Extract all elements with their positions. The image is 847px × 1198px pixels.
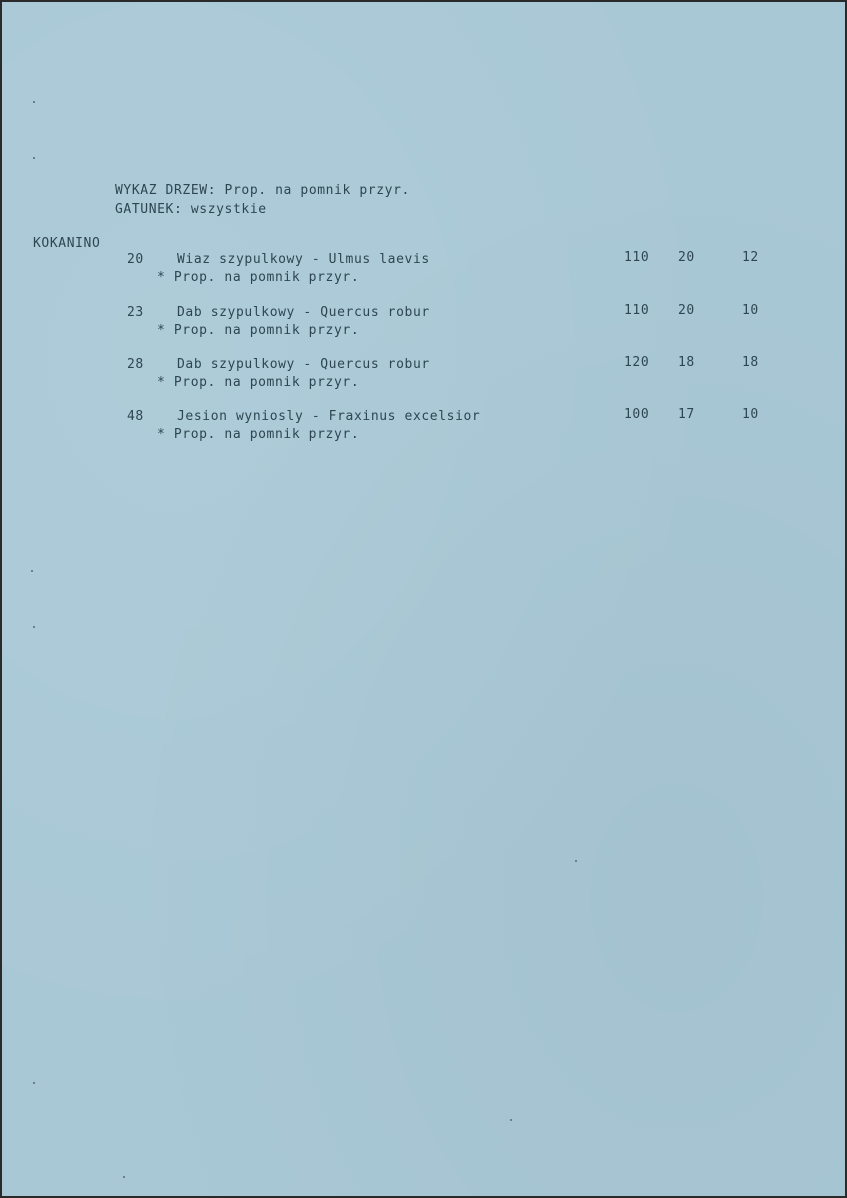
tree-value-3: 10	[742, 303, 759, 318]
paper-speck	[33, 1082, 35, 1084]
tree-note: * Prop. na pomnik przyr.	[157, 323, 360, 338]
tree-value-2: 20	[678, 303, 695, 318]
paper-speck	[33, 101, 35, 103]
tree-note: * Prop. na pomnik przyr.	[157, 427, 360, 442]
tree-value-1: 110	[624, 250, 650, 265]
tree-note: * Prop. na pomnik przyr.	[157, 375, 360, 390]
tree-number: 48	[127, 409, 144, 424]
paper-speck	[33, 626, 35, 628]
tree-value-3: 10	[742, 407, 759, 422]
tree-value-2: 18	[678, 355, 695, 370]
tree-value-1: 100	[624, 407, 650, 422]
tree-species: Jesion wyniosly - Fraxinus excelsior	[177, 409, 481, 424]
tree-species: Wiaz szypulkowy - Ulmus laevis	[177, 252, 430, 267]
paper-speck	[31, 570, 33, 572]
paper-speck	[510, 1119, 512, 1121]
tree-species: Dab szypulkowy - Quercus robur	[177, 357, 430, 372]
tree-entry	[2, 357, 845, 391]
paper-speck	[575, 860, 577, 862]
tree-value-1: 120	[624, 355, 650, 370]
tree-value-3: 12	[742, 250, 759, 265]
location-name: KOKANINO	[33, 236, 101, 251]
list-title: WYKAZ DRZEW: Prop. na pomnik przyr.	[115, 183, 410, 198]
tree-note: * Prop. na pomnik przyr.	[157, 270, 360, 285]
tree-value-3: 18	[742, 355, 759, 370]
paper-speck	[33, 157, 35, 159]
tree-value-1: 110	[624, 303, 650, 318]
paper-speck	[123, 1176, 125, 1178]
tree-value-2: 17	[678, 407, 695, 422]
species-filter: GATUNEK: wszystkie	[115, 202, 267, 217]
tree-number: 20	[127, 252, 144, 267]
tree-number: 23	[127, 305, 144, 320]
tree-species: Dab szypulkowy - Quercus robur	[177, 305, 430, 320]
tree-entry	[2, 252, 845, 286]
tree-value-2: 20	[678, 250, 695, 265]
tree-entry	[2, 305, 845, 339]
tree-entry	[2, 409, 845, 443]
tree-number: 28	[127, 357, 144, 372]
document-page	[2, 2, 845, 1196]
